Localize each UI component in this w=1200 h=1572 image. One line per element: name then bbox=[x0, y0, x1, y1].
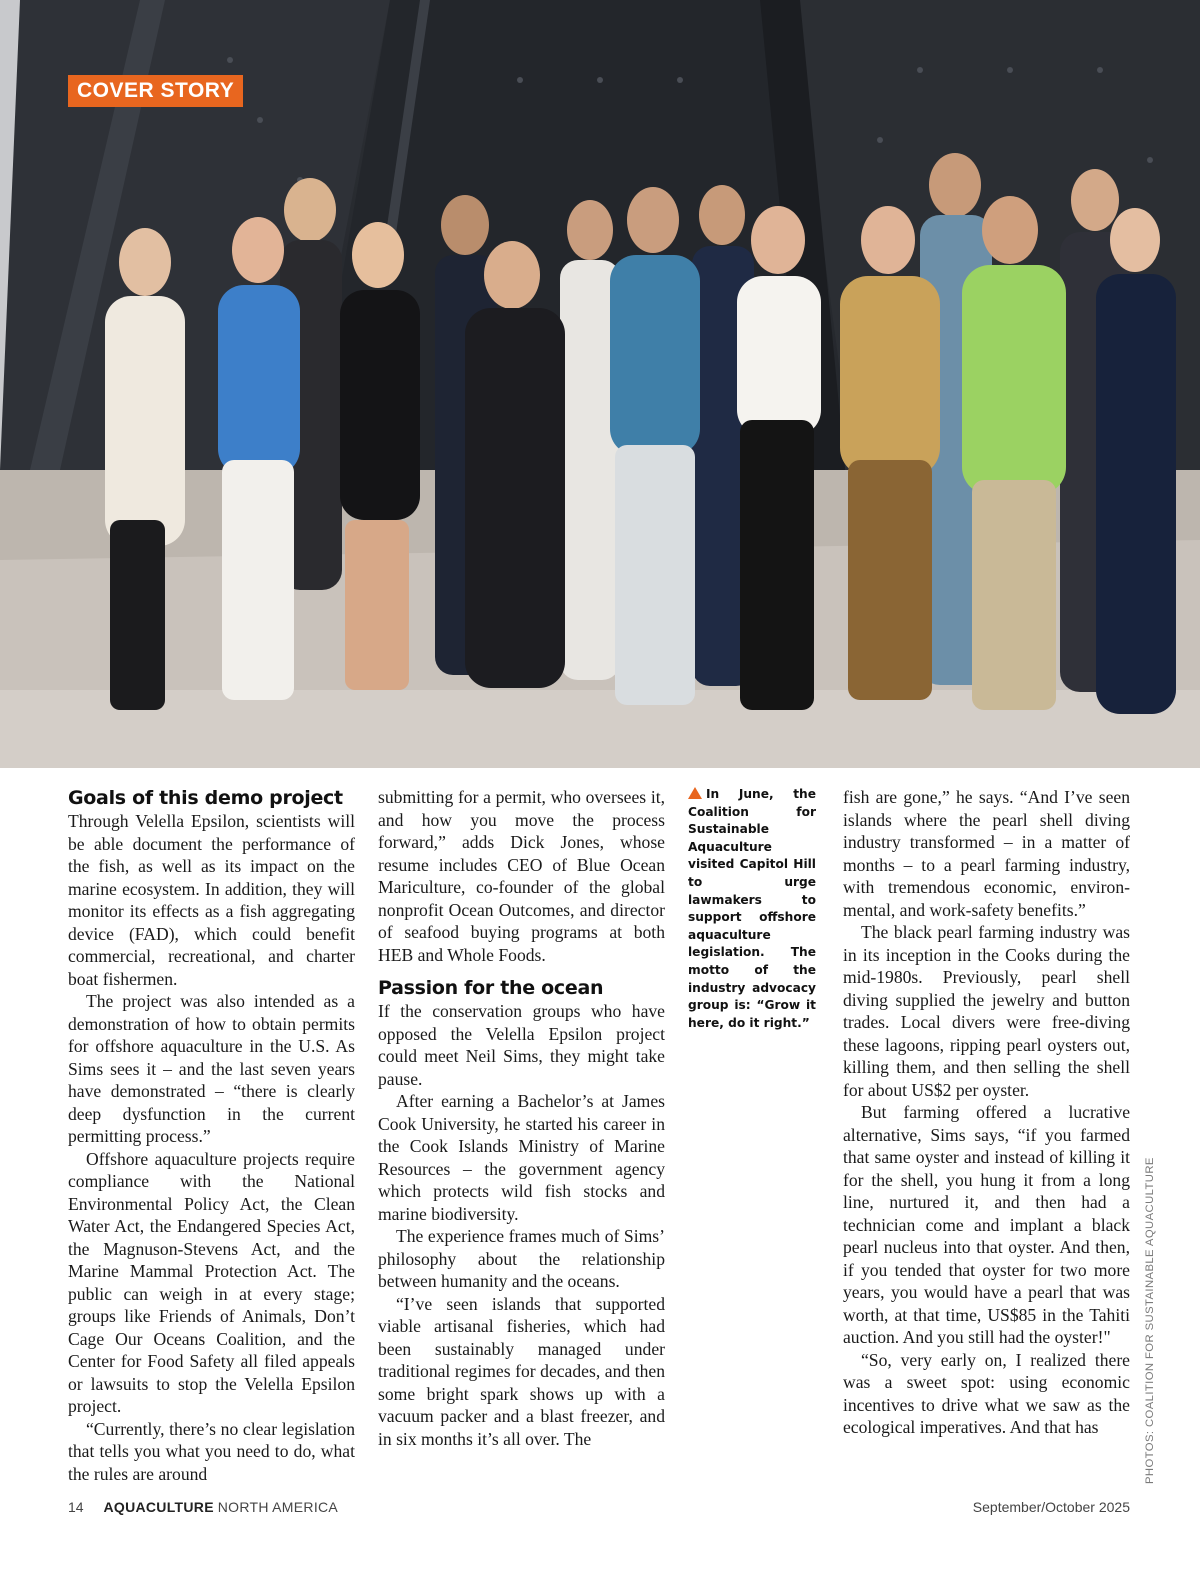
page-number: 14 bbox=[68, 1499, 84, 1515]
paragraph: But farming offered a lucrative alternative, Sims says, “if you farmed that same oyster and instead of killing it for the shell, you hung it from a long line, nurtured it, and then had a technician come and implant a black pearl nucleus into that oyster. And then, if you tended that oyster for two more years, you would have a pearl that was worth, at that time, US$85 in the Tahiti auction. And you still had the oyster!" bbox=[843, 1102, 1130, 1347]
column-1 bbox=[68, 786, 355, 1485]
paragraph: “Currently, there’s no clear legislation that tells you what you need to do, what the rules are around bbox=[68, 1418, 355, 1484]
magazine-name-suffix: NORTH AMERICA bbox=[217, 1499, 339, 1515]
paragraph: submitting for a permit, who oversees it, and how you move the process forward,” adds Dick Jones, whose resume includes CEO of Blue Ocean Mariculture, co-founder of the global nonprofit Ocean Outcomes, and director of seafood buying programs at both HEB and Whole Foods. bbox=[378, 787, 665, 965]
photo-caption bbox=[688, 786, 816, 1032]
section-heading: Passion for the ocean bbox=[378, 977, 604, 999]
paragraph: The experience frames much of Sims’ philosophy about the relationship between humanity and the oceans. bbox=[378, 1226, 665, 1291]
cover-photo bbox=[0, 0, 1200, 768]
footer-left bbox=[68, 1499, 338, 1515]
section-heading: Goals of this demo project bbox=[68, 787, 343, 809]
paragraph: Through Velella Epsilon, scientists will be able document the performance of the fish, as well as its impact on the marine ecosystem. In addition, they will monitor its effects as a fish aggregating device (FAD), which could benefit commercial, recreational, and charter boat fishermen. bbox=[68, 811, 355, 989]
paragraph: The project was also intended as a demonstration of how to obtain permits for offshore aquaculture in the U.S. As Sims sees it – and the last seven years have demonstrated – “there is clearly deep dysfunction in the current permitting process.” bbox=[68, 991, 355, 1146]
triangle-up-icon bbox=[688, 787, 702, 799]
issue-date: September/October 2025 bbox=[972, 1499, 1130, 1515]
column-2 bbox=[378, 786, 665, 1450]
paragraph: fish are gone,” he says. “And I’ve seen islands where the pearl shell diving industry transformed – in a matter of months – to a pearl farming industry, with tremendous economic, environmental, and work-safety benefits.” bbox=[843, 787, 1130, 920]
paragraph: If the conservation groups who have opposed the Velella Epsilon project could meet Neil Sims, they might take pause. bbox=[378, 1001, 665, 1089]
section-tag: COVER STORY bbox=[68, 75, 243, 107]
paragraph: The black pearl farming industry was in its inception in the Cooks during the mid-1980s. Previously, pearl shell diving supplied the jewelry and button trades. Local divers were free-diving these lagoons, ripping pearl oysters out, killing them, and then selling the shell for about US$2 per oyster. bbox=[843, 922, 1130, 1100]
group-photo-icon bbox=[0, 0, 1200, 768]
paragraph: “I’ve seen islands that supported viable artisanal fisheries, which had been sustainably managed under traditional regimes for decades, and then some bright spark shows up with a vacuum packer and a blast freezer, and in six months it’s all over. The bbox=[378, 1293, 665, 1449]
paragraph: After earning a Bachelor’s at James Cook University, he started his career in the Cook Islands Ministry of Marine Resources – the government agency which protects wild fish stocks and marine biodiversity. bbox=[378, 1091, 665, 1224]
photo-credit: PHOTOS: COALITION FOR SUSTAINABLE AQUACULTURE bbox=[1144, 1157, 1156, 1484]
paragraph: Offshore aquaculture projects require compliance with the National Environmental Policy Act, the Clean Water Act, the Endangered Species Act, the Magnuson-Stevens Act, and the Marine Mammal Protection Act. The public can weigh in at every stage; groups like Friends of Animals, Don’t Cage Our Oceans Coalition, and the Center for Food Safety all filed appeals or lawsuits to stop the Velella Epsilon project. bbox=[68, 1148, 355, 1416]
column-4 bbox=[843, 786, 1130, 1439]
caption-text: In June, the Coalition for Sustainable Aquaculture visited Capitol Hill to urge lawmakers to support offshore aquaculture legislation. The motto of the industry advocacy group is: “Grow it here, do it right.” bbox=[688, 787, 816, 1030]
magazine-name: AQUACULTURE bbox=[103, 1499, 214, 1515]
paragraph: “So, very early on, I realized there was a sweet spot: using economic incentives to drive what we saw as the ecological imperatives. And that has bbox=[843, 1349, 1130, 1437]
